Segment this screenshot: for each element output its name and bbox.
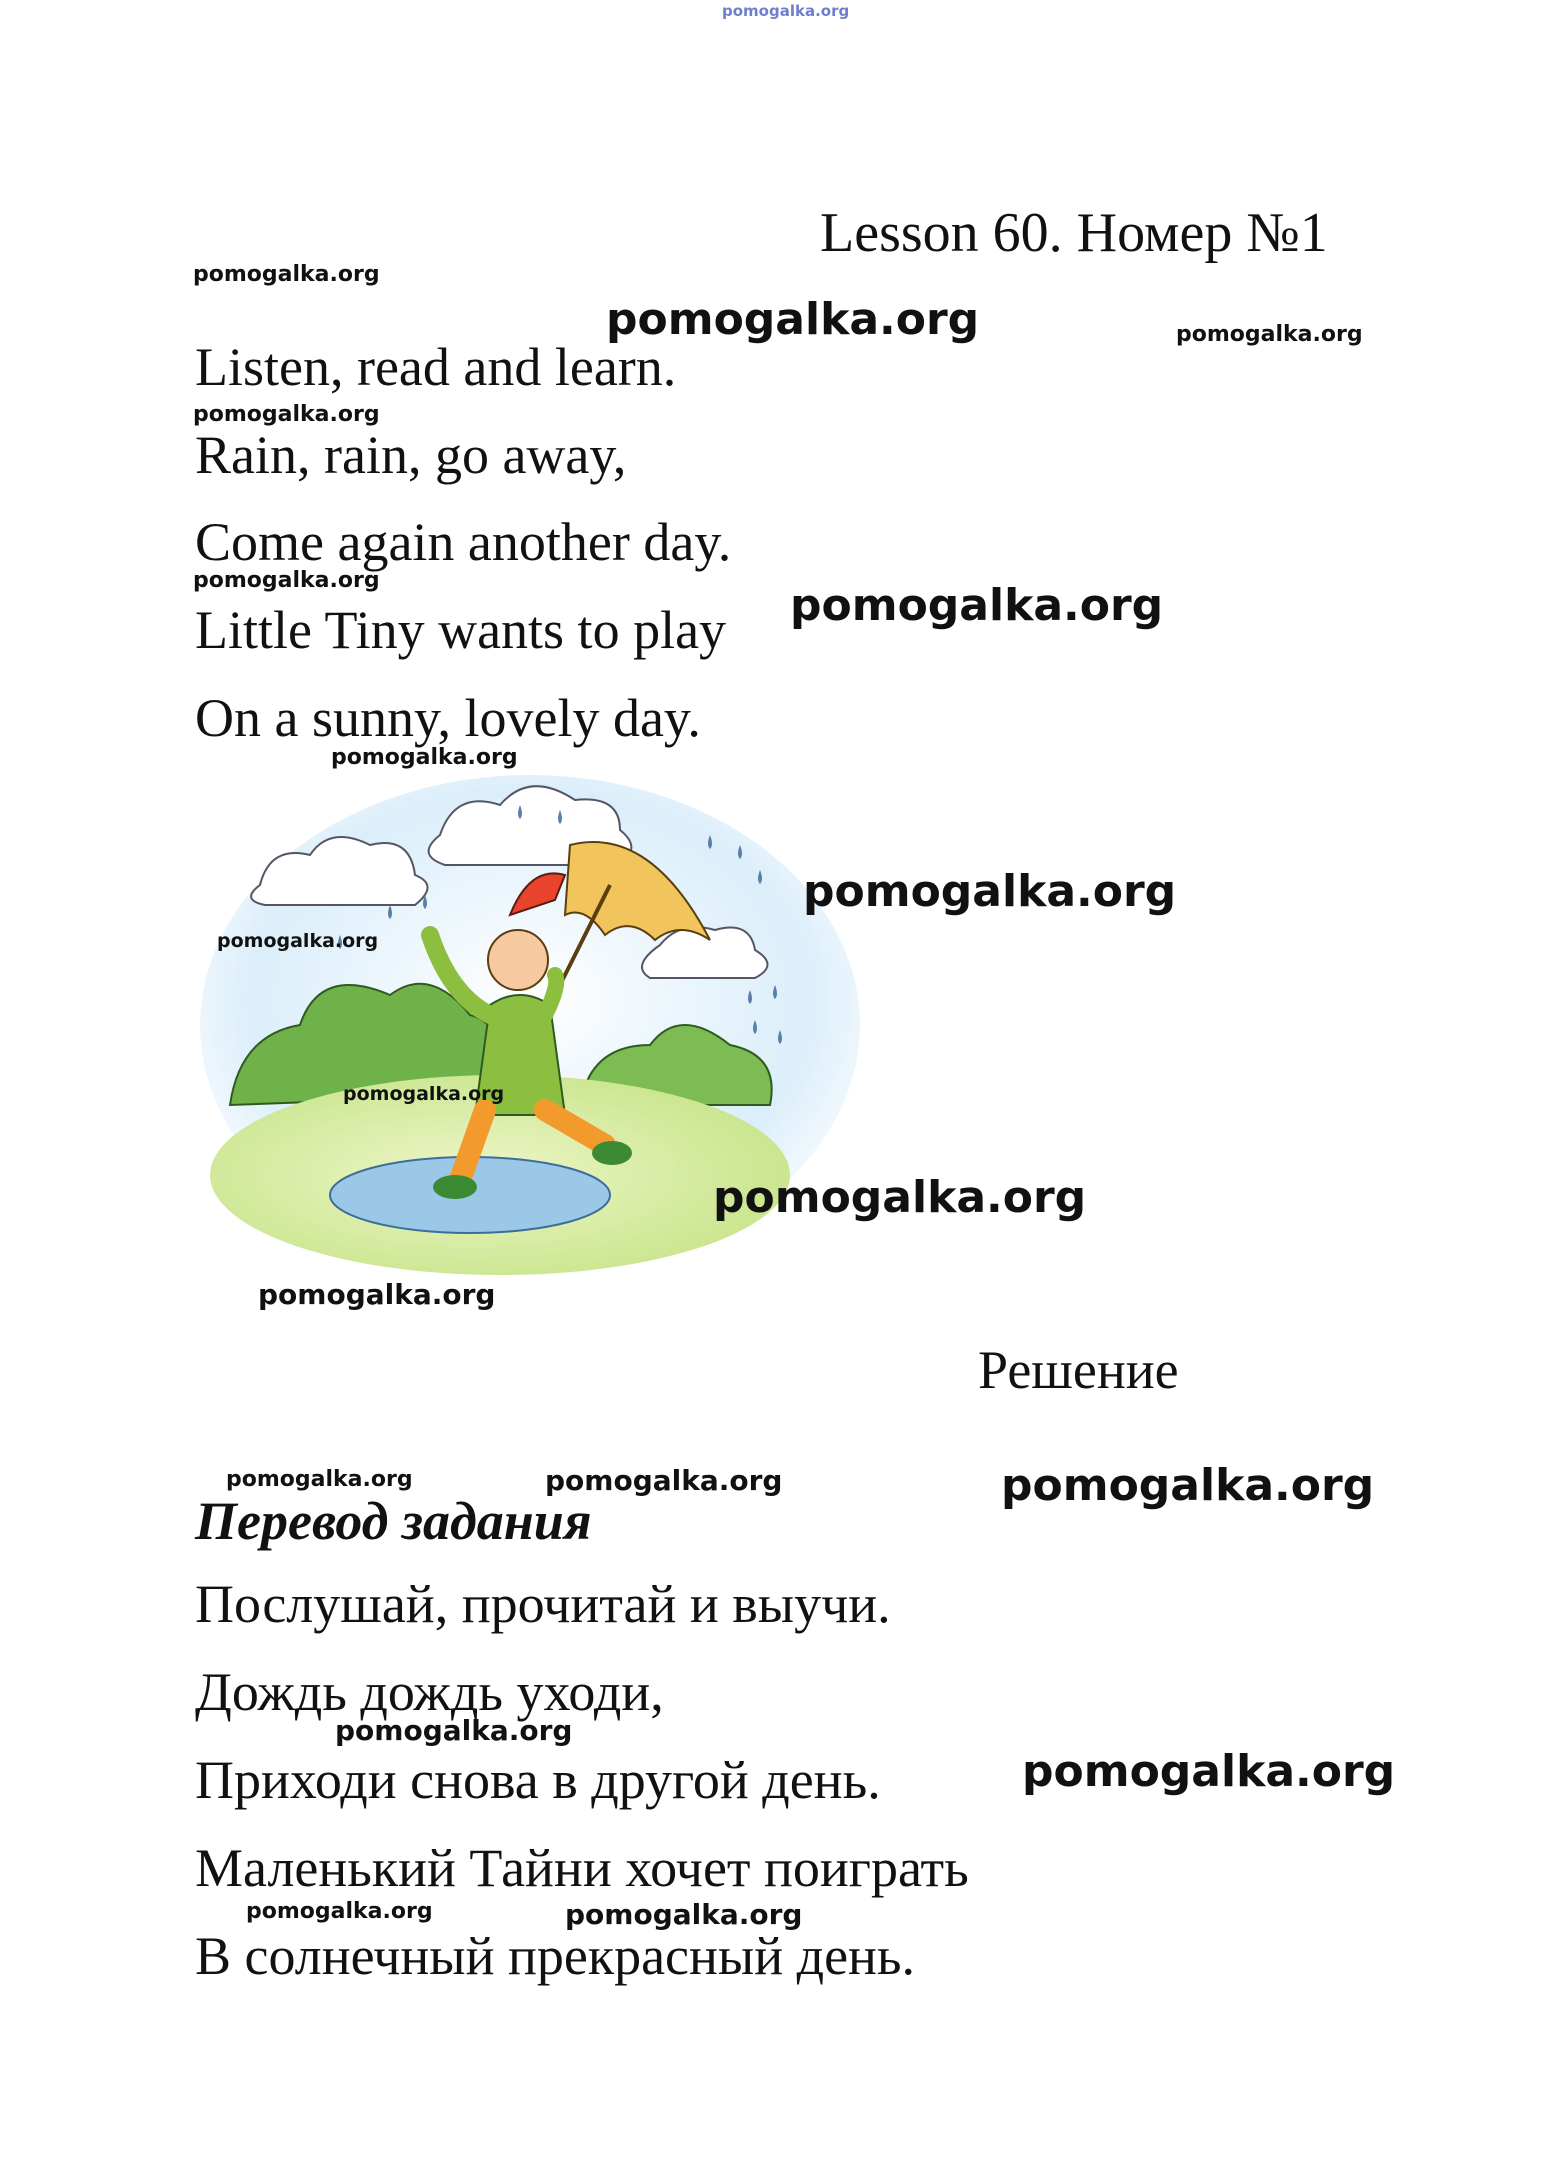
translation-line: Послушай, прочитай и выучи. <box>195 1574 891 1634</box>
instruction-text: Listen, read and learn. <box>195 337 677 397</box>
watermark: pomogalka.org <box>193 402 380 427</box>
watermark: pomogalka.org <box>246 1899 433 1924</box>
watermark: pomogalka.org <box>1022 1746 1396 1797</box>
translation-line: В солнечный прекрасный день. <box>195 1926 916 1986</box>
watermark: pomogalka.org <box>790 580 1164 631</box>
watermark: pomogalka.org <box>193 262 380 287</box>
watermark: pomogalka.org <box>803 866 1177 917</box>
solution-label: Решение <box>978 1340 1179 1400</box>
poem-line: On a sunny, lovely day. <box>195 688 701 748</box>
watermark: pomogalka.org <box>343 1083 505 1105</box>
watermark: pomogalka.org <box>226 1467 413 1492</box>
watermark: pomogalka.org <box>258 1278 496 1311</box>
watermark: pomogalka.org <box>1001 1460 1375 1511</box>
watermark: pomogalka.org <box>1176 322 1363 347</box>
watermark: pomogalka.org <box>713 1172 1087 1223</box>
watermark: pomogalka.org <box>545 1464 783 1497</box>
poem-line: Little Tiny wants to play <box>195 600 727 660</box>
translation-heading: Перевод задания <box>195 1491 592 1551</box>
watermark-top: pomogalka.org <box>722 2 850 20</box>
page-title: Lesson 60. Номер №1 <box>820 202 1328 264</box>
poem-line: Rain, rain, go away, <box>195 425 627 485</box>
watermark: pomogalka.org <box>606 294 980 345</box>
translation-line: Маленький Тайни хочет поиграть <box>195 1838 969 1898</box>
poem-line: Come again another day. <box>195 512 732 572</box>
watermark: pomogalka.org <box>193 568 380 593</box>
watermark: pomogalka.org <box>331 745 518 770</box>
translation-line: Дождь дождь уходи, <box>195 1662 664 1722</box>
watermark: pomogalka.org <box>335 1714 573 1747</box>
watermark: pomogalka.org <box>217 930 379 952</box>
translation-line: Приходи снова в другой день. <box>195 1750 881 1810</box>
watermark: pomogalka.org <box>565 1898 803 1931</box>
